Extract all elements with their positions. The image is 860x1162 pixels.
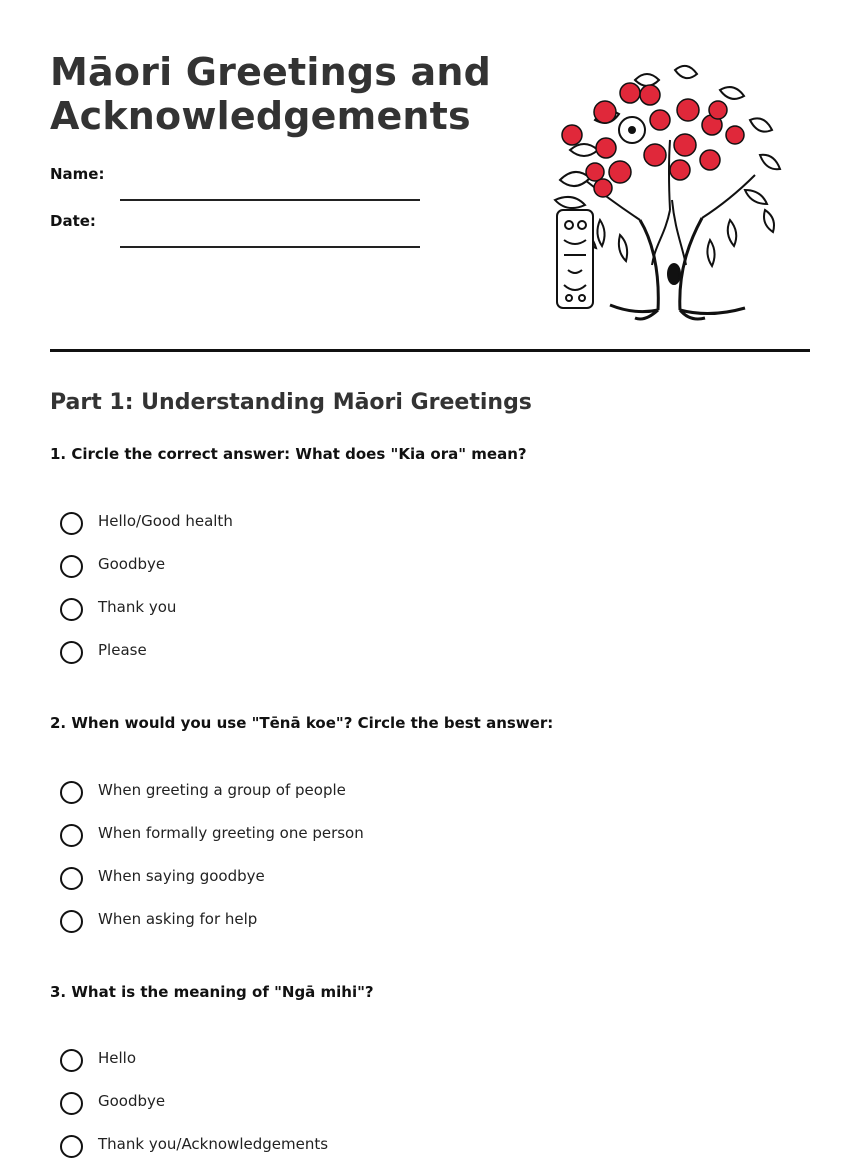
q3-option-2[interactable] xyxy=(60,1091,560,1119)
option-label: Thank you xyxy=(98,598,177,616)
question-3: 3. What is the meaning of "Ngā mihi"? xyxy=(50,983,374,1001)
date-field[interactable] xyxy=(120,224,420,248)
option-label: Thank you/Acknowledgements xyxy=(98,1135,329,1153)
q1-option-4[interactable] xyxy=(60,640,560,668)
q3-option-3[interactable] xyxy=(60,1134,560,1162)
q3-option-1[interactable] xyxy=(60,1048,560,1076)
option-label: Please xyxy=(98,641,147,659)
name-label: Name: xyxy=(50,165,105,183)
radio-circle-icon[interactable] xyxy=(60,910,83,933)
q2-option-4[interactable] xyxy=(60,909,560,937)
q2-option-2[interactable] xyxy=(60,823,560,851)
title-line-2: Acknowledgements xyxy=(50,94,471,138)
option-label: Goodbye xyxy=(98,1092,166,1110)
q1-option-1[interactable] xyxy=(60,511,560,539)
radio-circle-icon[interactable] xyxy=(60,1092,83,1115)
question-2: 2. When would you use "Tēnā koe"? Circle the best answer: xyxy=(50,714,554,732)
radio-circle-icon[interactable] xyxy=(60,1135,83,1158)
option-label: Hello xyxy=(98,1049,137,1067)
radio-circle-icon[interactable] xyxy=(60,555,83,578)
radio-circle-icon[interactable] xyxy=(60,641,83,664)
question-1: 1. Circle the correct answer: What does "Kia ora" mean? xyxy=(50,445,527,463)
header-divider xyxy=(50,349,810,352)
radio-circle-icon[interactable] xyxy=(60,598,83,621)
option-label: When asking for help xyxy=(98,910,258,928)
option-label: Goodbye xyxy=(98,555,166,573)
tree-with-red-flowers-and-carved-pou-icon xyxy=(555,66,780,319)
date-label: Date: xyxy=(50,212,96,230)
option-label: When formally greeting one person xyxy=(98,824,364,842)
radio-circle-icon[interactable] xyxy=(60,512,83,535)
radio-circle-icon[interactable] xyxy=(60,781,83,804)
radio-circle-icon[interactable] xyxy=(60,824,83,847)
q1-option-2[interactable] xyxy=(60,554,560,582)
q2-option-1[interactable] xyxy=(60,780,560,808)
tree-illustration xyxy=(540,60,795,322)
name-field[interactable] xyxy=(120,177,420,201)
q1-option-3[interactable] xyxy=(60,597,560,625)
option-label: Hello/Good health xyxy=(98,512,233,530)
option-label: When greeting a group of people xyxy=(98,781,346,799)
radio-circle-icon[interactable] xyxy=(60,1049,83,1072)
option-label: When saying goodbye xyxy=(98,867,265,885)
title-line-1: Māori Greetings and xyxy=(50,50,492,94)
page-title xyxy=(50,50,520,138)
radio-circle-icon[interactable] xyxy=(60,867,83,890)
section-heading: Part 1: Understanding Māori Greetings xyxy=(50,390,532,415)
q2-option-3[interactable] xyxy=(60,866,560,894)
